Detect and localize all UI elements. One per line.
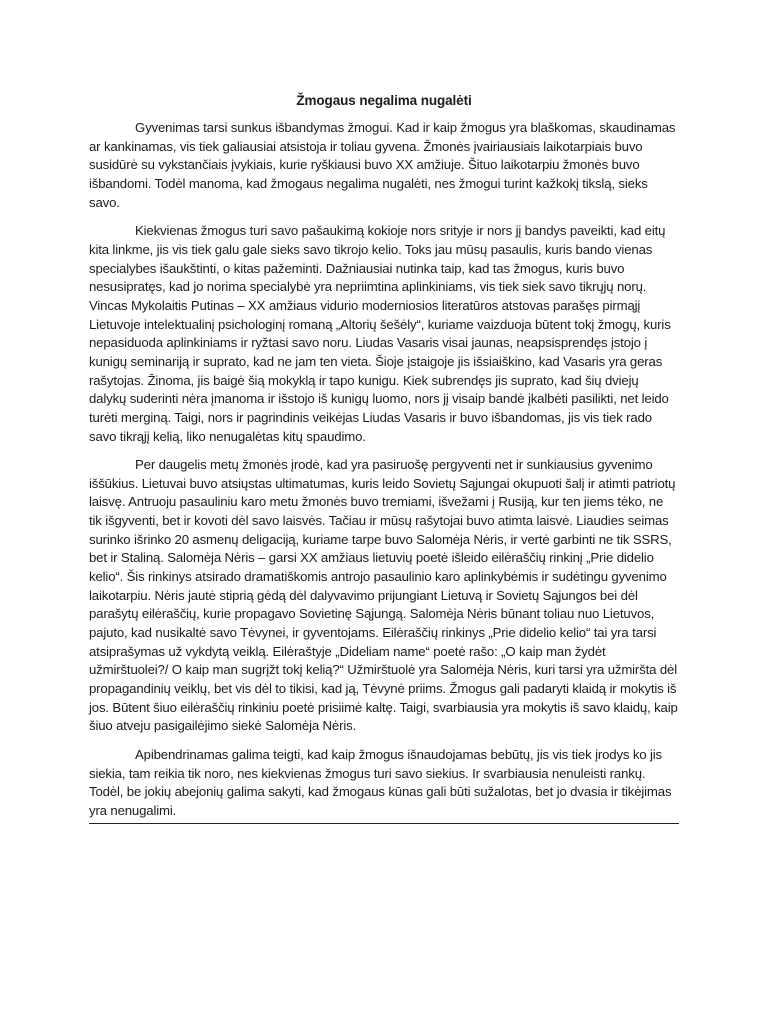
bottom-rule [89, 823, 679, 824]
document-title: Žmogaus negalima nugalėti [296, 93, 472, 108]
paragraph-putinas: Kiekvienas žmogus turi savo pašaukimą kokioje nors srityje ir nors jį bandys paveikti, kad eitų kita linkme, jis vis tiek galu gale sieks savo tikrojo kelio. Toks jau mūsų pasaulis, kuris bando vienas specialybes išaukštinti, o kitas pažeminti. Dažniausiai nutinka taip, kad tas žmogus, kuris buvo nesusipratęs, kad jo norima specialybė yra nepriimtina aplinkiniams, vis tiek siek savo tikrųjų norų. Vincas Mykolaitis Putinas – XX amžiaus vidurio moderniosios literatūros atstovas parašęs pirmąjį Lietuvoje intelektualinį psichologinį romaną „Altorių šešėly“, kuriame vaizduoja būtent tokį žmogų, kuris nepasiduoda aplinkiniams ir ryžtasi savo noru. Liudas Vasaris visai jaunas, neapsisprendęs įstojo į kunigų seminariją ir suprato, kad ne jam ten vieta. Šioje įstaigoje jis išsiaiškino, kad Vasaris yra geras rašytojas. Žinoma, jis baigė šią mokyklą ir tapo kunigu. Kiek subrendęs jis suprato, kad šių dviejų dalykų suderinti nėra įmanoma ir išstojo iš kunigų luomo, nors jį visaip bandė įkalbėti pasilikti, net leido turėti merginą. Taigi, nors ir pagrindinis veikėjas Liudas Vasaris ir buvo išbandomas, jis vis tiek rado savo tikrąjį kelią, liko nenugalėtas kitų spaudimo. [89, 223, 671, 444]
paragraph-neris: Per daugelis metų žmonės įrodė, kad yra pasiruošę pergyventi net ir sunkiausius gyvenimo iššūkius. Lietuvai buvo atsiųstas ultimatumas, kuris leido Sovietų Sąjungai okupuoti šalį ir atimti patriotų laisvę. Antruoju pasauliniu karo metu žmonės buvo tremiami, išvežami į Rusiją, kur ten jiems tėko, ne tik išgyventi, bet ir kovoti dėl savo laisvės. Tačiau ir mūsų rašytojai buvo atimta laisvė. Liaudies seimas surinko išrinko 20 asmenų deligaciją, kuriame tarpe buvo Salomėja Nėris, ir vertė garbinti ne tik SSRS, bet ir Staliną. Salomėja Nėris – garsi XX amžiaus lietuvių poetė išleido eilėraščių rinkinį „Prie didelio kelio“. Šis rinkinys atsirado dramatiškomis antrojo pasaulinio karo aplinkybėmis ir sudėtingu gyvenimo laikotarpiu. Nėris jautė stiprią gėdą dėl dalyvavimo prijungiant Lietuvą ir Sovietų Sąjungos bei dėl parašytų eilėraščių, kurie propagavo Sovietinę Sąjungą. Salomėja Nėris būnant toliau nuo Lietuvos, pajuto, kad nusikaltė savo Tėvynei, ir gyventojams. Eilėraščių rinkinys „Prie didelio kelio“ tai yra tarsi atsiprašymas už vykdytą veiklą. Eilėraštyje „Dideliam name“ poetė rašo: „O kaip man žydėt užmirštuolei?/ O kaip man sugrįžt tokį kelią?“ Užmirštuolė yra Salomėja Nėris, kuri tarsi yra užmiršta dėl propagandinių veiklų, bet vis dėl to tikisi, kad ją, Tėvynė priims. Žmogus gali padaryti klaidą ir mokytis iš jos. Būtent šiuo eilėraščių rinkiniu poetė prisiimė kaltę. Taigi, svarbiausia yra mokytis iš savo klaidų, kaip šiuo atveju pasigailėjimo siekė Salomėja Nėris. [89, 457, 678, 734]
document-body [89, 91, 679, 824]
paragraph-conclusion: Apibendrinamas galima teigti, kad kaip žmogus išnaudojamas bebūtų, jis vis tiek įrodys ko jis siekia, tam reikia tik noro, nes kiekvienas žmogus turi savo siekius. Ir svarbiausia nenuleisti rankų. Todėl, be jokių abejonių galima sakyti, kad žmogaus kūnas gali būti sužalotas, bet jo dvasia ir tikėjimas yra nenugalimi. [89, 747, 672, 818]
paragraph-intro: Gyvenimas tarsi sunkus išbandymas žmogui. Kad ir kaip žmogus yra blaškomas, skaudinamas ar kankinamas, vis tiek galiausiai atsistoja ir toliau gyvena. Žmonės įvairiausiais laikotarpiais buvo susidūrė su vykstančiais įvykiais, kurie ryškiausi buvo XX amžiuje. Šituo laikotarpiu žmonės buvo išbandomi. Todėl manoma, kad žmogaus negalima nugalėti, nes žmogui turint kažkokį tikslą, sieks savo. [89, 120, 676, 210]
